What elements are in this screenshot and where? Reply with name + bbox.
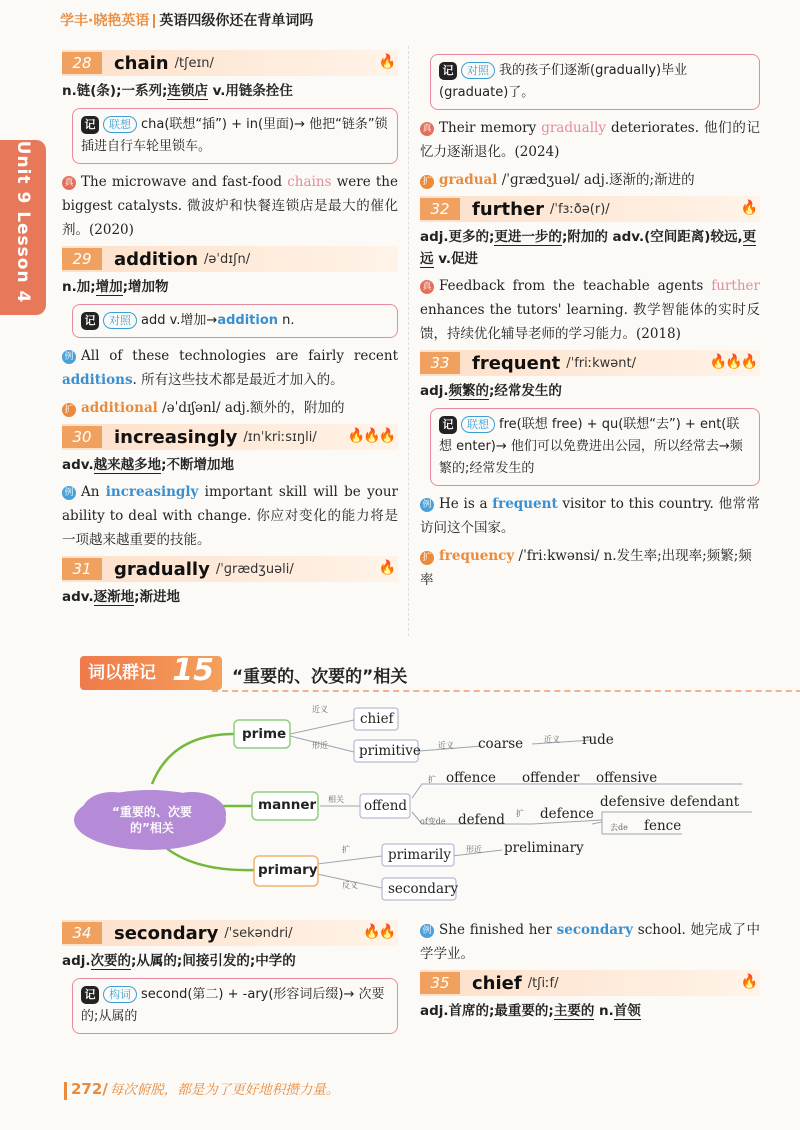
entry-chief-head xyxy=(420,970,760,996)
zhen-icon: 真 xyxy=(62,176,76,190)
phonetic: /tʃeɪn/ xyxy=(174,55,214,71)
header-divider xyxy=(153,14,155,28)
tip-label: 对照 xyxy=(103,312,137,329)
fire-icon: 🔥 xyxy=(740,974,756,990)
relation-tag: 形近 xyxy=(312,741,328,750)
phonetic: /ɪnˈkriːsɪŋli/ xyxy=(243,429,317,445)
node-preliminary: preliminary xyxy=(504,840,584,856)
tip-label: 对照 xyxy=(461,62,495,79)
li-icon: 例 xyxy=(62,350,76,364)
example-sentence: 例 An increasingly important skill will be your ability to deal with change. 你应对变化的能力将是一项越来越重要的技能。 xyxy=(62,484,398,548)
tip-text: second(第二) + -ary(形容词后缀)→ 次要的;从属的 xyxy=(81,987,385,1024)
phonetic: /ˈfriːkwənt/ xyxy=(566,355,636,371)
relation-tag: 近义 xyxy=(312,705,328,714)
entry-number: 28 xyxy=(62,52,102,74)
running-header xyxy=(60,10,313,30)
entry-number: 34 xyxy=(62,922,102,944)
definition: adj.更多的;更进一步的;附加的 adv.(空间距离)较远,更远 v.促进 xyxy=(420,229,757,267)
node-defendant: defendant xyxy=(670,794,740,810)
bottom-left-column xyxy=(62,916,398,1040)
entry-number: 32 xyxy=(420,198,460,220)
fire-icon: 🔥🔥🔥 xyxy=(709,354,756,370)
word-mind-map xyxy=(62,694,762,904)
entry-addition-head xyxy=(62,246,398,272)
definition: adj.次要的;从属的;间接引发的;中学的 xyxy=(62,953,296,969)
node-defensive: defensive xyxy=(600,794,666,810)
node-primarily: primarily xyxy=(388,847,451,863)
tip-label: 构词 xyxy=(103,986,137,1003)
entry-number: 30 xyxy=(62,426,102,448)
center-node-text: “重要的、次要的”相关 xyxy=(112,805,192,835)
relation-tag: 扩 xyxy=(516,809,524,818)
definition: adv.逐渐地;渐进地 xyxy=(62,589,181,605)
headword: gradually xyxy=(114,558,210,580)
headword: frequent xyxy=(472,352,561,374)
tip-label: 联想 xyxy=(461,416,495,433)
phonetic: /ˈɡrædʒuəli/ xyxy=(215,561,294,577)
topic-number: 15 xyxy=(172,653,214,688)
node-defence: defence xyxy=(540,806,594,822)
entry-number: 35 xyxy=(420,972,460,994)
li-icon: 例 xyxy=(62,486,76,500)
example-sentence: 真 The microwave and fast-food chains were the biggest catalysts. 微波炉和快餐连锁店是最大的催化剂。(2020) xyxy=(62,174,398,238)
kuo-icon: 扩 xyxy=(420,175,434,189)
node-offender: offender xyxy=(522,770,580,786)
bottom-right-column xyxy=(420,916,760,1024)
extension-word: 扩 gradual /ˈɡrædʒuəl/ adj.逐渐的;渐进的 xyxy=(420,168,760,192)
footer-slogan: 每次俯脱，都是为了更好地积攒力量。 xyxy=(109,1082,340,1098)
brand-name: 学丰·晓艳英语 xyxy=(60,13,150,29)
topic-underline xyxy=(212,690,800,692)
entry-frequent-head xyxy=(420,350,760,376)
fire-icon: 🔥🔥 xyxy=(363,924,394,940)
headword: chain xyxy=(114,52,169,74)
right-column xyxy=(420,46,760,596)
ji-icon: 记 xyxy=(81,312,99,330)
node-secondary: secondary xyxy=(388,881,459,897)
relation-tag: 形近 xyxy=(466,845,482,854)
page-footer: 272/ 每次俯脱，都是为了更好地积攒力量。 xyxy=(64,1078,339,1100)
node-rude: rude xyxy=(582,732,614,748)
example-sentence: 真 Their memory gradually deteriorates. 他们的记忆力逐渐退化。(2024) xyxy=(420,120,760,160)
zhen-icon: 真 xyxy=(420,280,434,294)
topic-badge: 词以群记 15 xyxy=(80,656,222,690)
node-chief: chief xyxy=(360,711,394,727)
definition: adj.首席的;最重要的;主要的 n.首领 xyxy=(420,1003,641,1019)
tip-text: cha(联想“插”) + in(里面)→ 他把“链条”锁插进自行车轮里锁车。 xyxy=(81,117,388,154)
entry-number: 33 xyxy=(420,352,460,374)
relation-tag: 相关 xyxy=(328,795,344,804)
node-coarse: coarse xyxy=(478,736,524,752)
tip-text: fre(联想 free) + qu(联想“去”) + ent(联想 enter)→ 他们可以免费进出公园，所以经常去→频繁的;经常发生的 xyxy=(439,417,743,476)
memory-tip-box: 记 对照 add v.增加→addition n. xyxy=(72,304,398,338)
fire-icon: 🔥 xyxy=(378,560,394,576)
example-sentence: 真 Feedback from the teachable agents further enhances the tutors' learning. 教学智能体的实时反馈，持续优化辅导老师的学习能力。(2018) xyxy=(420,278,760,342)
node-primitive: primitive xyxy=(359,743,421,759)
column-divider xyxy=(408,46,409,636)
footer-bar xyxy=(64,1082,67,1100)
headword: addition xyxy=(114,248,199,270)
entry-gradually-head xyxy=(62,556,398,582)
fire-icon: 🔥🔥🔥 xyxy=(347,428,394,444)
book-title: 英语四级你还在背单词吗 xyxy=(159,13,314,29)
headword: further xyxy=(472,198,545,220)
topic-title: “重要的、次要的”相关 xyxy=(232,667,408,687)
topic-header xyxy=(62,652,762,692)
li-icon: 例 xyxy=(420,498,434,512)
node-offend: offend xyxy=(364,798,408,814)
relation-tag: 去de xyxy=(610,823,628,832)
zhen-icon: 真 xyxy=(420,122,434,136)
memory-tip-box xyxy=(72,108,398,164)
kuo-icon: 扩 xyxy=(420,551,434,565)
memory-tip-box xyxy=(430,54,760,110)
node-manner: manner xyxy=(258,797,317,813)
fire-icon: 🔥 xyxy=(378,54,394,70)
node-defend: defend xyxy=(458,812,505,828)
example-sentence: 例 He is a frequent visitor to this country. 他常常访问这个国家。 xyxy=(420,496,760,536)
phonetic: /tʃiːf/ xyxy=(527,975,559,991)
extension-word: 扩 frequency /ˈfriːkwənsi/ n.发生率;出现率;频繁;频率 xyxy=(420,548,752,588)
definition: n.加;增加;增加物 xyxy=(62,279,169,295)
node-offensive: offensive xyxy=(596,770,658,786)
fire-icon: 🔥 xyxy=(740,200,756,216)
node-prime: prime xyxy=(242,726,287,742)
entry-chain-head xyxy=(62,50,398,76)
headword: increasingly xyxy=(114,426,238,448)
entry-further-head xyxy=(420,196,760,222)
relation-tag: 扩 xyxy=(342,845,350,854)
entry-number: 29 xyxy=(62,248,102,270)
relation-tag: 扩 xyxy=(428,775,436,784)
memory-tip-box xyxy=(430,408,760,486)
memory-tip-box xyxy=(72,978,398,1034)
definition: adv.越来越多地;不断增加地 xyxy=(62,457,235,473)
li-icon: 例 xyxy=(420,924,434,938)
entry-secondary-head xyxy=(62,920,398,946)
relation-tag: of变de xyxy=(420,817,446,826)
ji-icon: 记 xyxy=(439,62,457,80)
entry-number: 31 xyxy=(62,558,102,580)
page-number: 272 xyxy=(71,1080,103,1098)
phonetic: /ˈsekəndri/ xyxy=(224,925,293,941)
tip-label: 联想 xyxy=(103,116,137,133)
ji-icon: 记 xyxy=(81,986,99,1004)
definition: adj.频繁的;经常发生的 xyxy=(420,383,562,399)
unit-side-tab-label: Unit 9 Lesson 4 xyxy=(13,140,33,304)
node-fence: fence xyxy=(644,818,682,834)
extension-word: 扩 additional /əˈdɪʃənl/ adj.额外的，附加的 xyxy=(62,396,398,420)
example-sentence: 例 She finished her secondary school. 她完成了中学学业。 xyxy=(420,922,760,962)
headword: secondary xyxy=(114,922,219,944)
kuo-icon: 扩 xyxy=(62,403,76,417)
relation-tag: 近义 xyxy=(438,741,454,750)
left-column xyxy=(62,46,398,610)
headword: chief xyxy=(472,972,522,994)
example-sentence: 例 All of these technologies are fairly recent additions. 所有这些技术都是最近才加入的。 xyxy=(62,348,398,388)
node-primary: primary xyxy=(258,862,318,878)
ji-icon: 记 xyxy=(439,416,457,434)
entry-increasingly-head xyxy=(62,424,398,450)
ji-icon: 记 xyxy=(81,116,99,134)
phonetic: /ˈfɜːðə(r)/ xyxy=(550,201,610,217)
phonetic: /əˈdɪʃn/ xyxy=(204,251,251,267)
unit-side-tab xyxy=(0,140,46,315)
tip-text: 我的孩子们逐渐(gradually)毕业(graduate)了。 xyxy=(439,63,688,100)
definition: n.链(条);一系列;连锁店 v.用链条拴住 xyxy=(62,83,293,99)
relation-tag: 反义 xyxy=(342,881,358,890)
relation-tag: 近义 xyxy=(544,735,560,744)
node-offence: offence xyxy=(446,770,496,786)
